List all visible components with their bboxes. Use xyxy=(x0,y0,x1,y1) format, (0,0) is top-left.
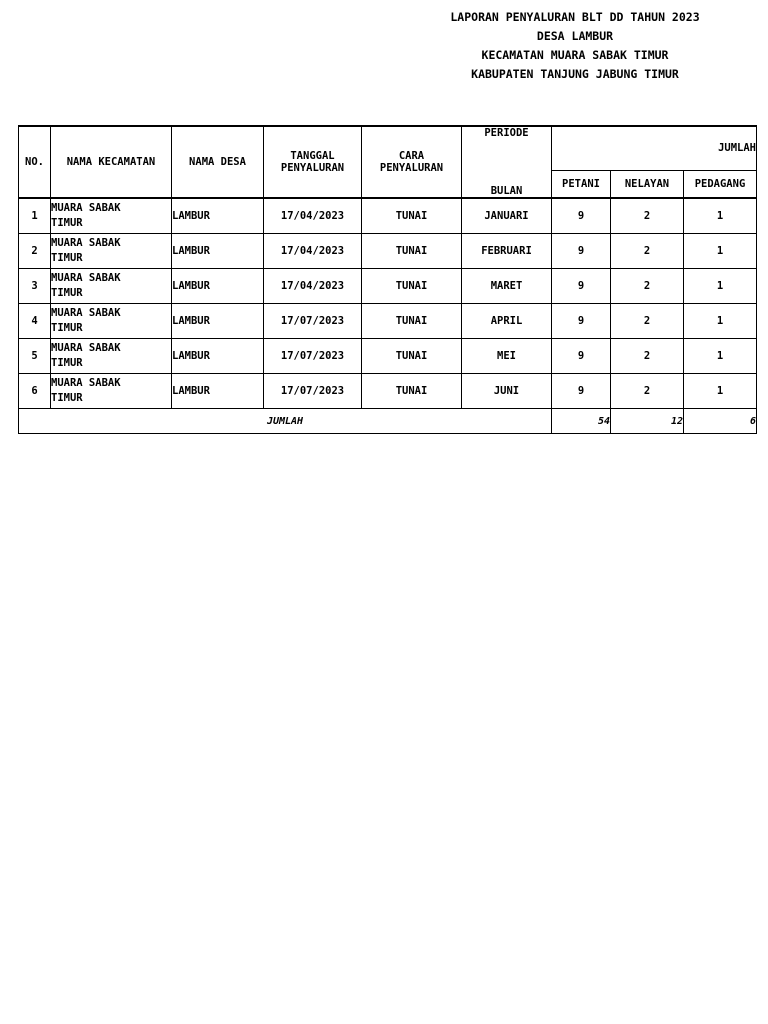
header-cara xyxy=(362,126,462,198)
row-nelayan: 2 xyxy=(611,339,684,374)
table-row xyxy=(19,304,757,339)
row-tanggal: 17/04/2023 xyxy=(264,269,362,304)
row-tanggal: 17/07/2023 xyxy=(264,374,362,409)
total-nelayan: 12 xyxy=(611,409,684,434)
row-desa: LAMBUR xyxy=(172,304,264,339)
total-pedagang: 6 xyxy=(684,409,757,434)
header-tanggal-line-1: TANGGAL xyxy=(290,150,335,162)
row-pedagang: 1 xyxy=(684,304,757,339)
row-tanggal: 17/07/2023 xyxy=(264,304,362,339)
row-tanggal: 17/04/2023 xyxy=(264,198,362,234)
report-title-line-3: KECAMATAN MUARA SABAK TIMUR xyxy=(481,48,669,62)
table-row xyxy=(19,374,757,409)
row-no: 6 xyxy=(19,374,51,409)
row-nelayan: 2 xyxy=(611,269,684,304)
row-cara: TUNAI xyxy=(362,374,462,409)
row-nelayan: 2 xyxy=(611,198,684,234)
report-title-line-2: DESA LAMBUR xyxy=(536,29,614,43)
total-label: JUMLAH xyxy=(19,409,552,434)
header-no: NO. xyxy=(19,126,51,198)
row-kecamatan xyxy=(51,198,172,234)
row-desa: LAMBUR xyxy=(172,374,264,409)
row-petani: 9 xyxy=(552,269,611,304)
row-kecamatan-line-2: TIMUR xyxy=(51,322,83,334)
row-desa: LAMBUR xyxy=(172,198,264,234)
row-cara: TUNAI xyxy=(362,339,462,374)
row-kecamatan-line-1: MUARA SABAK xyxy=(51,307,121,319)
header-tanggal xyxy=(264,126,362,198)
row-cara: TUNAI xyxy=(362,234,462,269)
row-kecamatan xyxy=(51,269,172,304)
header-cara-line-2: PENYALURAN xyxy=(379,162,444,174)
table-row xyxy=(19,269,757,304)
row-petani: 9 xyxy=(552,198,611,234)
row-no: 5 xyxy=(19,339,51,374)
row-petani: 9 xyxy=(552,374,611,409)
row-bulan: JANUARI xyxy=(462,198,552,234)
row-desa: LAMBUR xyxy=(172,339,264,374)
row-tanggal: 17/07/2023 xyxy=(264,339,362,374)
row-kecamatan-line-2: TIMUR xyxy=(51,392,83,404)
row-petani: 9 xyxy=(552,234,611,269)
row-kecamatan xyxy=(51,234,172,269)
row-kecamatan-line-2: TIMUR xyxy=(51,217,83,229)
row-pedagang: 1 xyxy=(684,339,757,374)
row-kecamatan xyxy=(51,374,172,409)
header-periode: PERIODE xyxy=(462,126,552,170)
row-kecamatan-line-1: MUARA SABAK xyxy=(51,377,121,389)
row-nelayan: 2 xyxy=(611,304,684,339)
row-petani: 9 xyxy=(552,339,611,374)
table-row xyxy=(19,339,757,374)
row-kecamatan-line-1: MUARA SABAK xyxy=(51,342,121,354)
header-cara-line-1: CARA xyxy=(398,150,425,162)
table-row xyxy=(19,234,757,269)
row-tanggal: 17/04/2023 xyxy=(264,234,362,269)
row-kecamatan xyxy=(51,304,172,339)
row-pedagang: 1 xyxy=(684,234,757,269)
row-nelayan: 2 xyxy=(611,374,684,409)
distribution-table xyxy=(18,125,757,434)
row-pedagang: 1 xyxy=(684,198,757,234)
row-cara: TUNAI xyxy=(362,198,462,234)
row-kecamatan-line-1: MUARA SABAK xyxy=(51,237,121,249)
row-kecamatan-line-2: TIMUR xyxy=(51,252,83,264)
row-nelayan: 2 xyxy=(611,234,684,269)
row-no: 2 xyxy=(19,234,51,269)
row-bulan: MEI xyxy=(462,339,552,374)
header-desa: NAMA DESA xyxy=(172,126,264,198)
row-bulan: APRIL xyxy=(462,304,552,339)
row-pedagang: 1 xyxy=(684,374,757,409)
row-no: 3 xyxy=(19,269,51,304)
row-kecamatan-line-1: MUARA SABAK xyxy=(51,202,121,214)
header-nelayan: NELAYAN xyxy=(611,170,684,198)
header-tanggal-line-2: PENYALURAN xyxy=(280,162,345,174)
header-bulan: BULAN xyxy=(462,170,552,198)
row-kecamatan-line-2: TIMUR xyxy=(51,287,83,299)
total-petani: 54 xyxy=(552,409,611,434)
row-cara: TUNAI xyxy=(362,304,462,339)
report-title-line-1: LAPORAN PENYALURAN BLT DD TAHUN 2023 xyxy=(450,10,700,24)
row-desa: LAMBUR xyxy=(172,234,264,269)
row-no: 1 xyxy=(19,198,51,234)
row-petani: 9 xyxy=(552,304,611,339)
header-kecamatan: NAMA KECAMATAN xyxy=(51,126,172,198)
row-bulan: JUNI xyxy=(462,374,552,409)
table-row xyxy=(19,198,757,234)
row-bulan: MARET xyxy=(462,269,552,304)
row-kecamatan xyxy=(51,339,172,374)
header-jumlah: JUMLAH xyxy=(552,126,757,170)
row-desa: LAMBUR xyxy=(172,269,264,304)
row-cara: TUNAI xyxy=(362,269,462,304)
report-title-line-4: KABUPATEN TANJUNG JABUNG TIMUR xyxy=(471,67,679,81)
total-row xyxy=(19,409,757,434)
report-title xyxy=(420,8,730,84)
row-kecamatan-line-2: TIMUR xyxy=(51,357,83,369)
row-pedagang: 1 xyxy=(684,269,757,304)
row-no: 4 xyxy=(19,304,51,339)
header-pedagang: PEDAGANG xyxy=(684,170,757,198)
header-petani: PETANI xyxy=(552,170,611,198)
row-kecamatan-line-1: MUARA SABAK xyxy=(51,272,121,284)
row-bulan: FEBRUARI xyxy=(462,234,552,269)
